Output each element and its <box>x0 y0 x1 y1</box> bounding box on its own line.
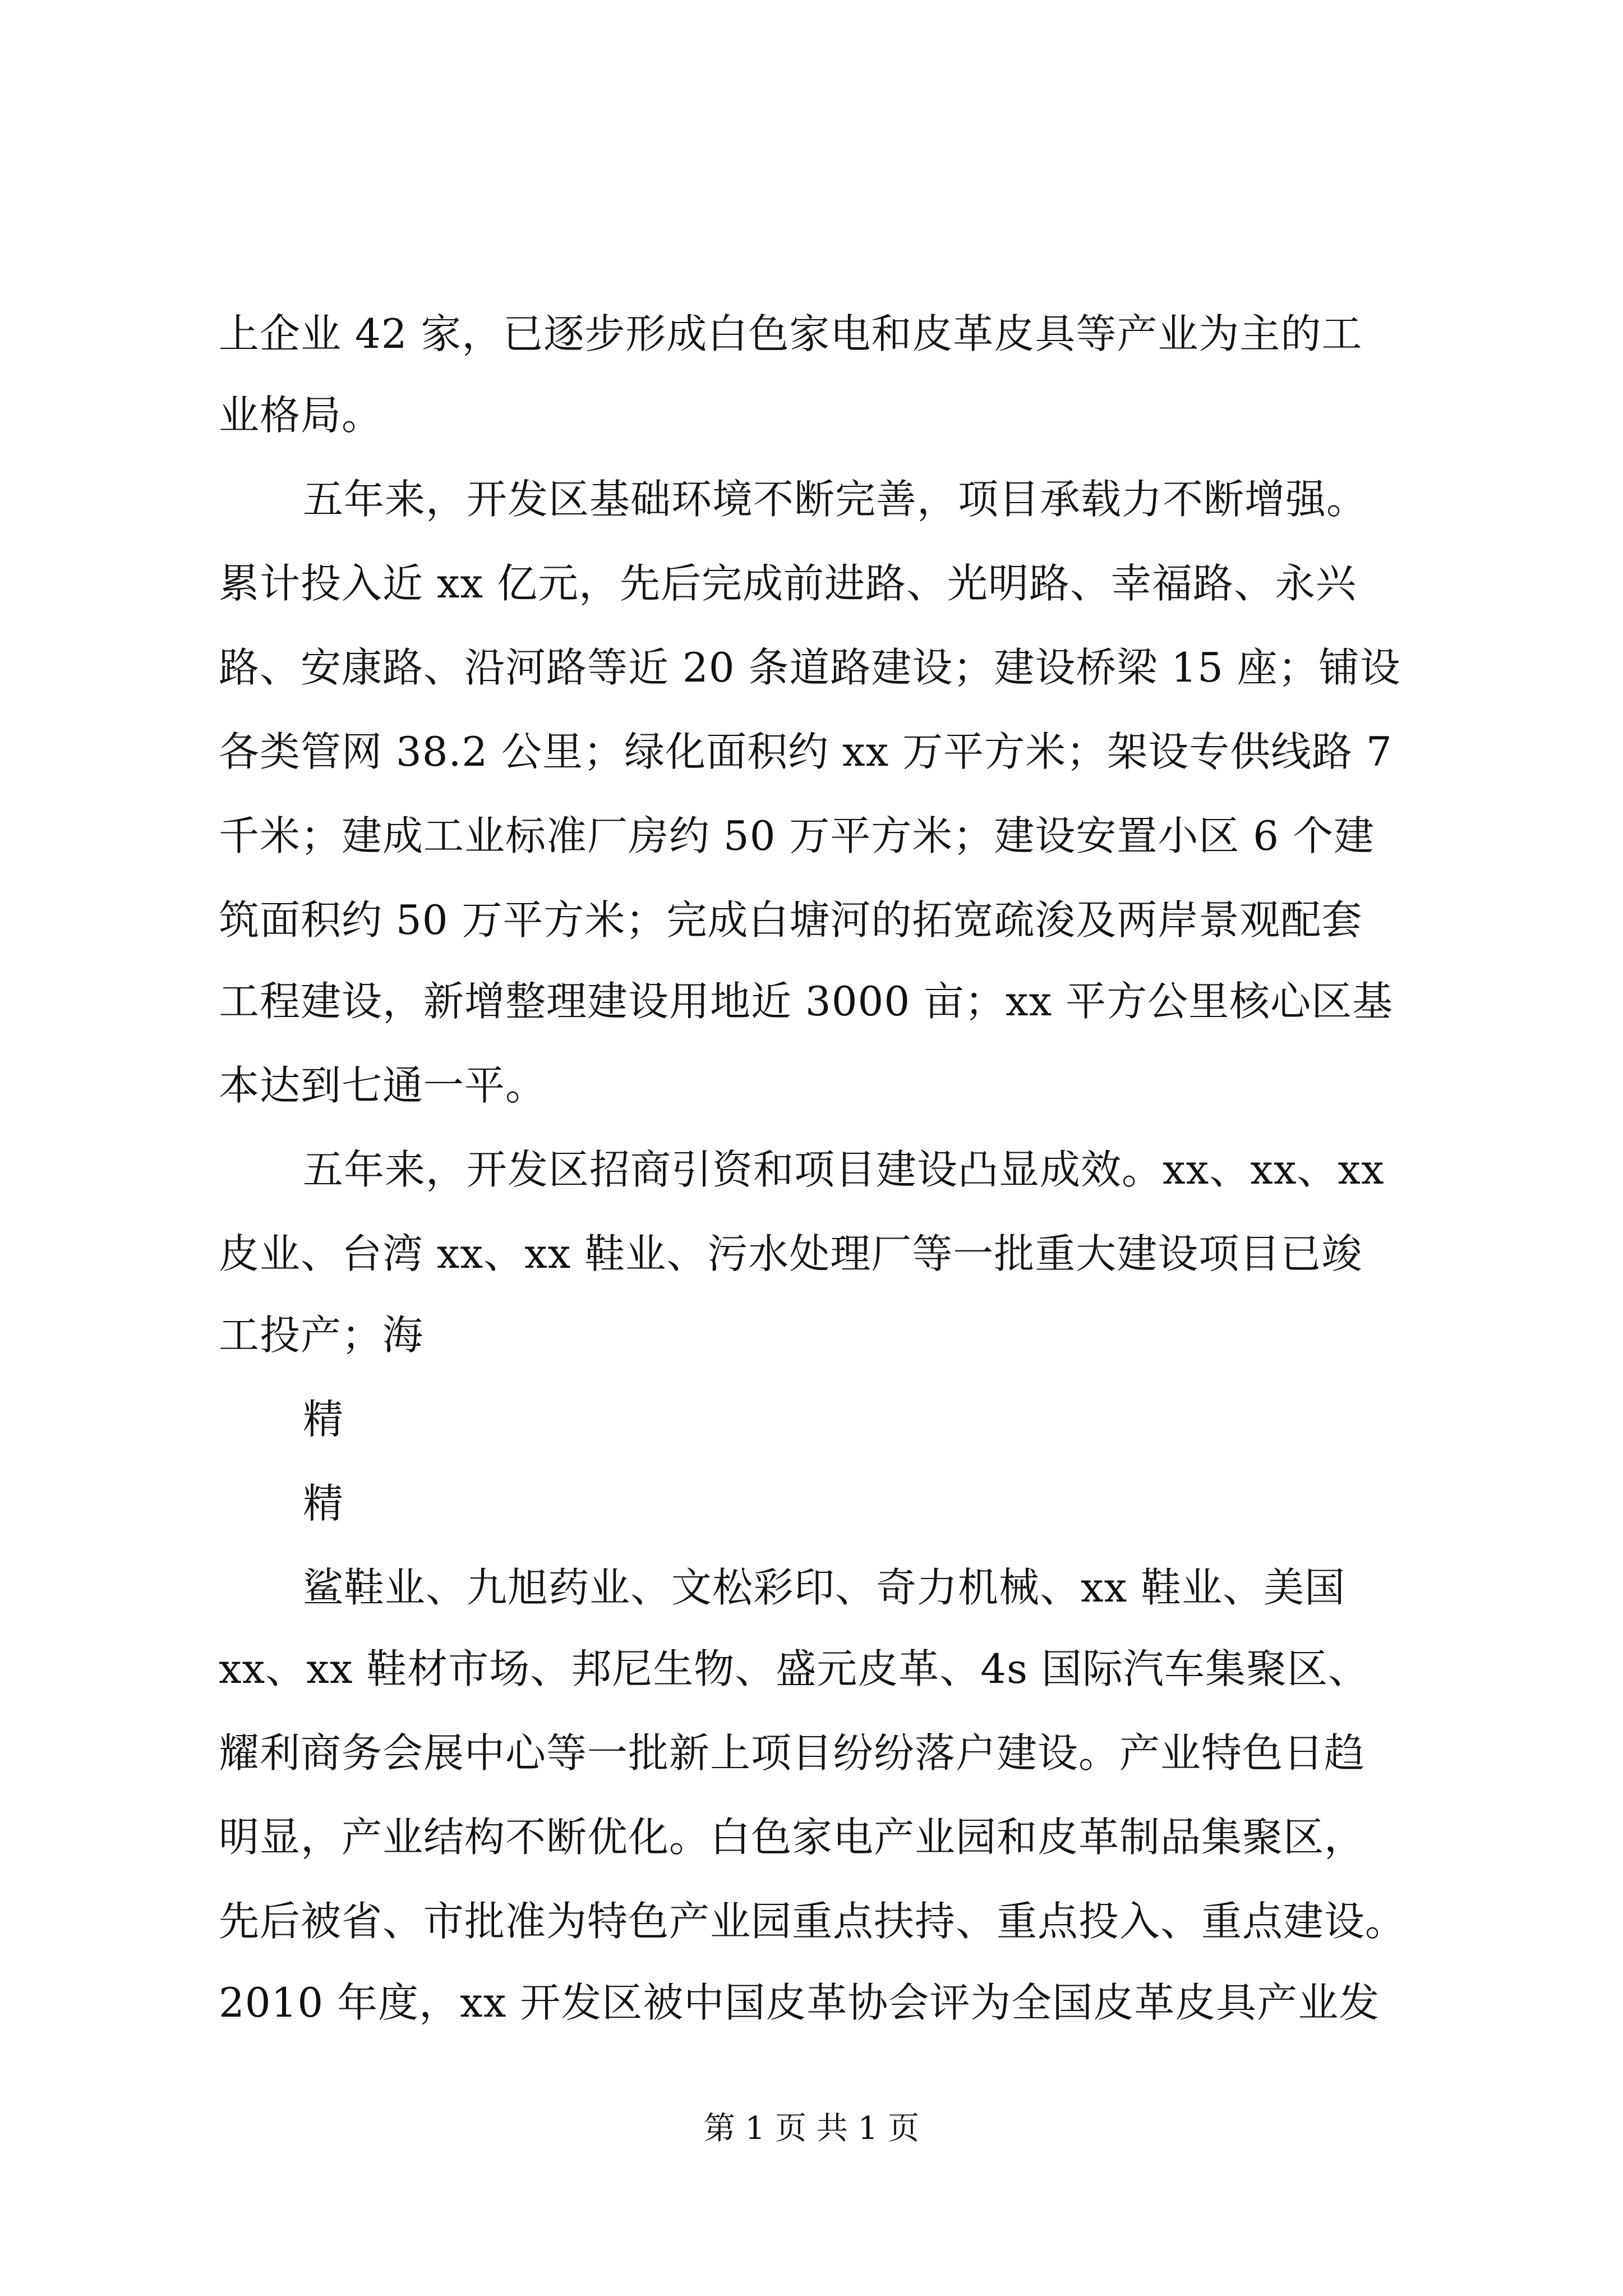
body-text-line: xx、xx 鞋材市场、邦尼生物、盛元皮革、4s 国际汽车集聚区、 <box>219 1645 1369 1692</box>
body-text-line: 明显，产业结构不断优化。白色家电产业园和皮革制品集聚区， <box>219 1814 1366 1861</box>
body-text-line: 耀利商务会展中心等一批新上项目纷纷落户建设。产业特色日趋 <box>219 1729 1366 1777</box>
body-text-line: 各类管网 38.2 公里；绿化面积约 xx 万平方米；架设专供线路 7 <box>219 728 1393 775</box>
body-text-line: 累计投入近 xx 亿元，先后完成前进路、光明路、幸福路、永兴 <box>219 560 1357 607</box>
page-footer: 第 1 页 共 1 页 <box>703 2110 920 2147</box>
body-text-line: 本达到七通一平。 <box>219 1062 547 1109</box>
paragraph-start-line: 五年来，开发区基础环境不断完善，项目承载力不断增强。 <box>303 476 1368 523</box>
body-text-line: 筑面积约 50 万平方米；完成白塘河的拓宽疏浚及两岸景观配套 <box>219 896 1363 944</box>
fragment-line: 精 <box>303 1480 344 1527</box>
body-text-line: 工程建设，新增整理建设用地近 3000 亩；xx 平方公里核心区基 <box>219 978 1394 1025</box>
body-text-line: 路、安康路、沿河路等近 20 条道路建设；建设桥梁 15 座；铺设 <box>219 644 1401 691</box>
body-text-line: 工投产；海 <box>219 1312 424 1359</box>
body-text-line: 千米；建成工业标准厂房约 50 万平方米；建设安置小区 6 个建 <box>219 812 1375 859</box>
body-text-line: 业格局。 <box>219 392 383 439</box>
body-text-line: 皮业、台湾 xx、xx 鞋业、污水处理厂等一批重大建设项目已竣 <box>219 1230 1363 1277</box>
body-text-line: 2010 年度，xx 开发区被中国皮革协会评为全国皮革皮具产业发 <box>219 1979 1380 2026</box>
paragraph-start-line: 鲨鞋业、九旭药业、文松彩印、奇力机械、xx 鞋业、美国 <box>303 1564 1346 1611</box>
fragment-line: 精 <box>303 1396 344 1443</box>
paragraph-start-line: 五年来，开发区招商引资和项目建设凸显成效。xx、xx、xx <box>303 1146 1385 1193</box>
body-text-line: 上企业 42 家，已逐步形成白色家电和皮革皮具等产业为主的工 <box>219 310 1363 357</box>
body-text-line: 先后被省、市批准为特色产业园重点扶持、重点投入、重点建设。 <box>219 1898 1407 1945</box>
